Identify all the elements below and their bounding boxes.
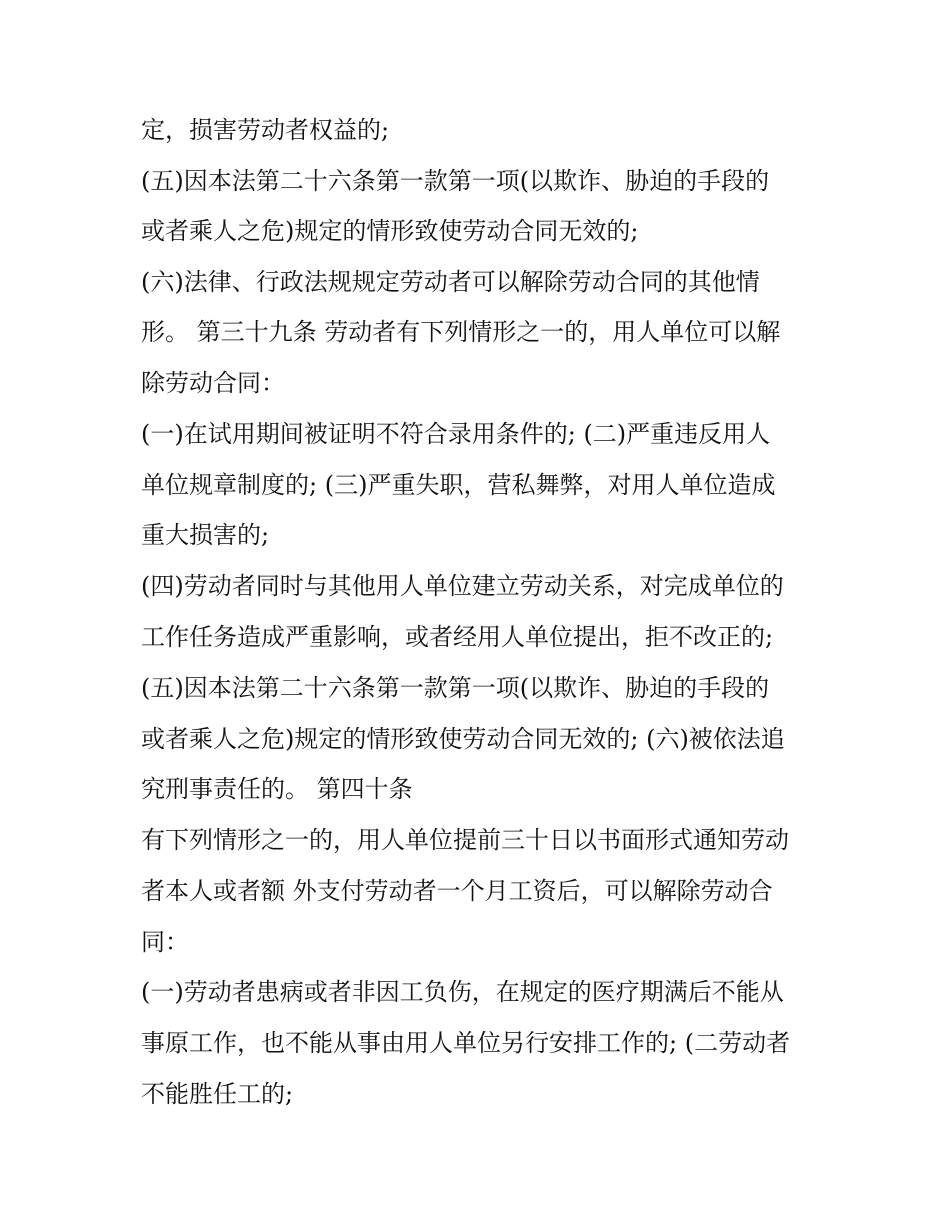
text-line: (六)法律、行政法规规定劳动者可以解除劳动合同的其他情: [141, 268, 760, 296]
text-line: 或者乘人之危)规定的情形致使劳动合同无效的; (六)被依法追: [141, 725, 785, 753]
text-line: 形。 第三十九条 劳动者有下列情形之一的，用人单位可以解: [141, 318, 781, 346]
text-line: 同：: [141, 928, 189, 956]
text-line: 定，损害劳动者权益的;: [141, 116, 390, 144]
text-line: 者本人或者额 外支付劳动者一个月工资后，可以解除劳动合: [141, 877, 773, 905]
text-line: 或者乘人之危)规定的情形致使劳动合同无效的;: [141, 217, 639, 245]
text-line: (五)因本法第二十六条第一款第一项(以欺诈、胁迫的手段的: [141, 674, 770, 702]
text-line: (五)因本法第二十六条第一款第一项(以欺诈、胁迫的手段的: [141, 167, 770, 195]
text-line: (一)在试用期间被证明不符合录用条件的; (二)严重违反用人: [141, 420, 771, 448]
text-line: 事原工作，也不能从事由用人单位另行安排工作的; (二劳动者: [141, 1029, 791, 1057]
text-line: 除劳动合同：: [141, 369, 285, 397]
text-line: (一)劳动者患病或者非因工负伤，在规定的医疗期满后不能从: [141, 978, 784, 1006]
text-line: 单位规章制度的; (三)严重失职，营私舞弊，对用人单位造成: [141, 471, 776, 499]
text-line: 究刑事责任的。 第四十条: [141, 775, 413, 803]
text-line: (四)劳动者同时与其他用人单位建立劳动关系，对完成单位的: [141, 572, 784, 600]
text-line: 工作任务造成严重影响，或者经用人单位提出，拒不改正的;: [141, 623, 774, 651]
text-line: 有下列情形之一的，用人单位提前三十日以书面形式通知劳动: [141, 826, 789, 854]
text-line: 不能胜任工的;: [141, 1080, 294, 1108]
text-line: 重大损害的;: [141, 521, 270, 549]
